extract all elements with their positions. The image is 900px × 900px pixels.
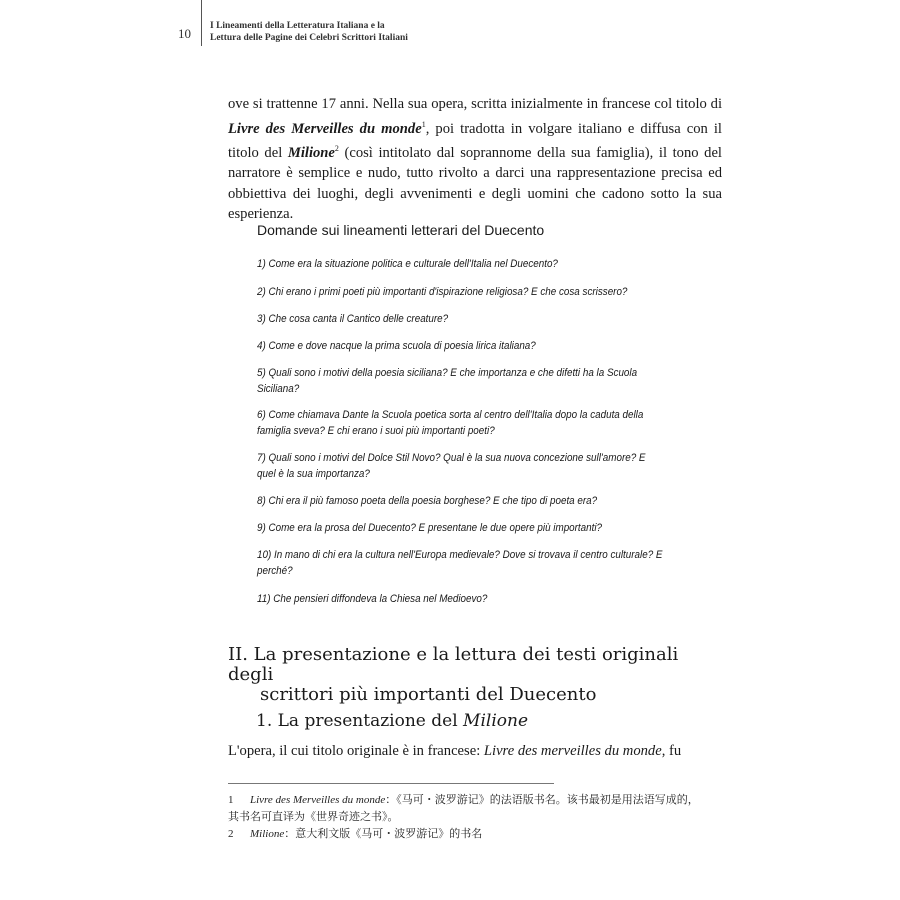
- question-item: 5) Quali sono i motivi della poesia siciliana? E che importanza e che difetti ha la Scuola Siciliana?: [257, 367, 638, 395]
- question-item: 9) Come era la prosa del Duecento? E presentane le due opere più importanti?: [257, 522, 603, 534]
- running-header-line2: Lettura delle Pagine dei Celebri Scrittori Italiani: [210, 33, 408, 43]
- body-paragraph-2: L'opera, il cui titolo originale è in francese: Livre des merveilles du monde, fu: [228, 743, 682, 759]
- footnote-1: 1 Livre des Merveilles du monde：《马可・波罗游记》的法语版书名。该书最初是用法语写成的，其书名可直译为《世界奇迹之书》。: [228, 794, 699, 823]
- question-item: 11) Che pensieri diffondeva la Chiesa nel Medioevo?: [257, 593, 488, 605]
- question-item: 1) Come era la situazione politica e culturale dell'Italia nel Duecento?: [257, 258, 558, 270]
- question-item: 6) Come chiamava Dante la Scuola poetica sorta al centro dell'Italia dopo la caduta della famiglia sveva? E chi erano i suoi più importanti poeti?: [257, 409, 644, 437]
- footnote-2: 2 Milione：意大利文版《马可・波罗游记》的书名: [228, 828, 483, 840]
- questions-title: Domande sui lineamenti letterari del Duecento: [257, 222, 545, 238]
- question-item: 4) Come e dove nacque la prima scuola di poesia lirica italiana?: [257, 340, 536, 352]
- running-header-line1: I Lineamenti della Letteratura Italiana e la: [210, 21, 385, 31]
- footnote-rule: [228, 783, 554, 784]
- subsection-heading: 1. La presentazione del Milione: [256, 711, 529, 731]
- section-heading: II. La presentazione e la lettura dei testi originali degli scrittori più importanti del Duecento: [228, 644, 679, 705]
- page-number: 10: [178, 26, 191, 41]
- body-paragraph: ove si trattenne 17 anni. Nella sua opera, scritta inizialmente in francese col titolo di Livre des Merveilles du monde$^1$, poi tradotta in volgare italiano e diffusa con il titolo del Milione$^2$ (così intitolato dal soprannome della sua famiglia), il tono del narratore è semplice e nudo, tutto rivolto a darci una rappresentazione precisa ed obbiettiva dei luoghi, degli avvenimenti e degli uomini che cadono sotto la sua esperienza.: [228, 96, 722, 223]
- question-item: 10) In mano di chi era la cultura nell'Europa medievale? Dove si trovava il centro culturale? E perché?: [257, 549, 663, 577]
- question-item: 7) Quali sono i motivi del Dolce Stil Novo? Qual è la sua nuova concezione sull'amore? E quel è la sua importanza?: [257, 452, 646, 480]
- question-item: 8) Chi era il più famoso poeta della poesia borghese? E che tipo di poeta era?: [257, 495, 598, 507]
- question-item: 2) Chi erano i primi poeti più importanti d'ispirazione religiosa? E che cosa scrissero?: [257, 286, 628, 298]
- header-divider: [201, 0, 202, 46]
- question-item: 3) Che cosa canta il Cantico delle creature?: [257, 313, 449, 325]
